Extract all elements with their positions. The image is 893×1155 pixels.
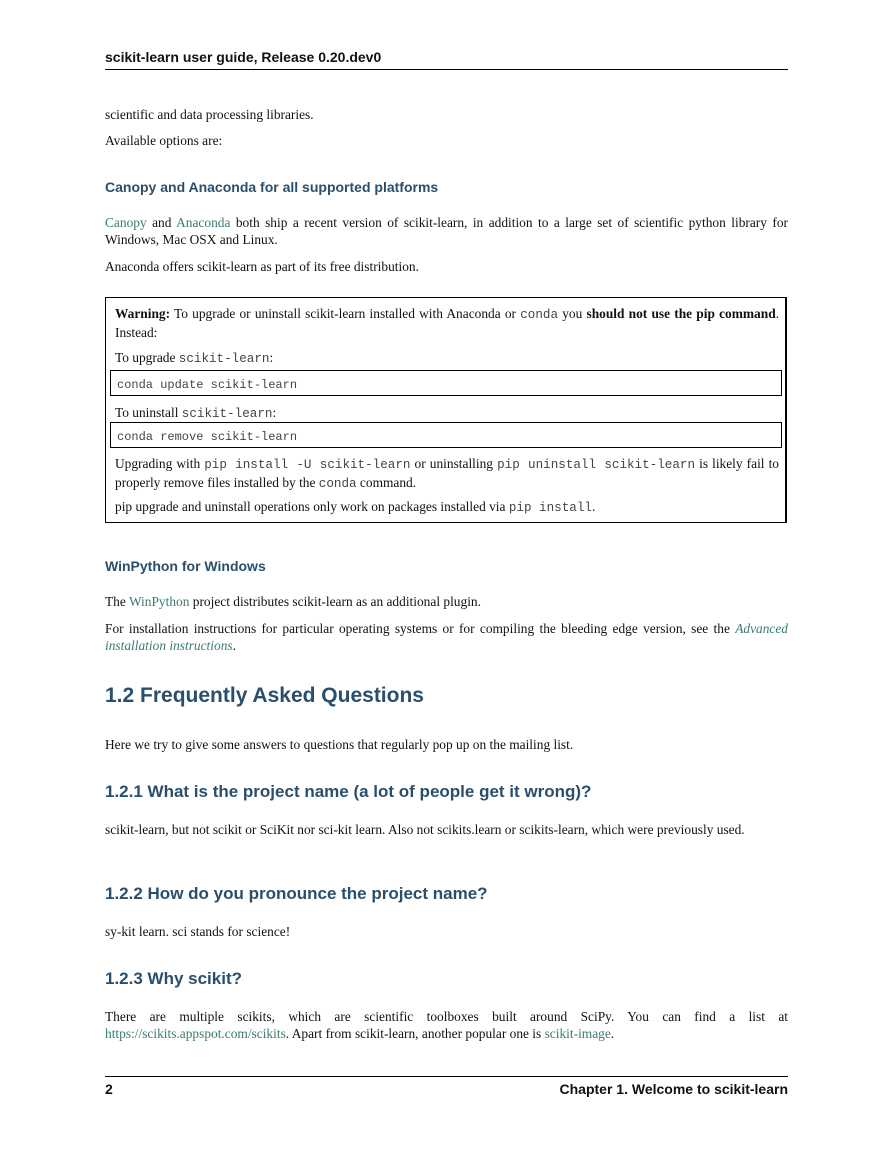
upgrading-text-2: or uninstalling: [410, 456, 498, 471]
winpython-rest: project distributes scikit-learn as an additional plugin.: [189, 594, 481, 609]
scikits-list-link[interactable]: https://scikits.appspot.com/scikits: [105, 1026, 286, 1041]
upgrading-code-3: conda: [318, 477, 357, 491]
warning-text-3: . Instead:: [115, 306, 780, 340]
upgrade-label: [115, 349, 779, 368]
upgrading-code-1: pip install -U scikit-learn: [204, 458, 411, 472]
uninstall-colon: :: [272, 405, 277, 420]
warning-text-1: To upgrade or uninstall scikit-learn installed with Anaconda or: [170, 306, 521, 321]
intro-line-2: Available options are:: [105, 133, 223, 148]
pip-code: pip install: [508, 501, 592, 515]
footer-chapter: Chapter 1. Welcome to scikit-learn: [559, 1081, 788, 1097]
warning-box: [105, 297, 787, 523]
anaconda-link[interactable]: Anaconda: [176, 215, 231, 230]
canopy-link[interactable]: Canopy: [105, 215, 147, 230]
winpython-heading: WinPython for Windows: [105, 558, 266, 574]
uninstall-command: conda remove scikit-learn: [117, 430, 298, 444]
faq-q2-heading: 1.2.2 How do you pronounce the project name?: [105, 884, 488, 903]
faq-q3-answer: [105, 1008, 788, 1042]
upgrading-text-4: command.: [356, 475, 417, 490]
anaconda-paragraph: Anaconda offers scikit-learn as part of its free distribution.: [105, 259, 419, 274]
winpython-link[interactable]: WinPython: [128, 594, 190, 609]
install-period: .: [232, 638, 236, 653]
faq-intro: Here we try to give some answers to questions that regularly pop up on the mailing list.: [105, 737, 574, 752]
upgrade-code-block: [110, 370, 782, 396]
upgrading-text-1: Upgrading with: [115, 456, 205, 471]
uninstall-label-code: scikit-learn: [181, 407, 273, 421]
faq-heading: 1.2 Frequently Asked Questions: [105, 684, 424, 707]
winpython-the: The: [105, 594, 129, 609]
canopy-paragraph: [105, 214, 788, 248]
upgrade-label-text: To upgrade: [115, 350, 179, 365]
and-text: and: [146, 215, 177, 230]
faq-q3-heading: 1.2.3 Why scikit?: [105, 969, 242, 988]
upgrade-colon: :: [269, 350, 274, 365]
uninstall-code-block: [110, 422, 782, 448]
faq-q1-heading: 1.2.1 What is the project name (a lot of people get it wrong)?: [105, 782, 592, 801]
uninstall-label: [115, 404, 779, 423]
uninstall-label-text: To uninstall: [115, 405, 182, 420]
advanced-installation-link[interactable]: Advanced installation instructions: [105, 621, 788, 653]
upgrade-label-code: scikit-learn: [178, 352, 270, 366]
faq-q3-period: .: [610, 1026, 615, 1041]
upgrading-text-3: is likely fail to properly remove files installed by the: [115, 456, 780, 490]
page-number: 2: [105, 1081, 113, 1097]
intro-line-1: scientific and data processing libraries.: [105, 107, 314, 122]
upgrading-code-2: pip uninstall scikit-learn: [497, 458, 696, 472]
header-title: scikit-learn user guide, Release 0.20.dev0: [105, 49, 382, 65]
pip-text: pip upgrade and uninstall operations only work on packages installed via: [115, 499, 509, 514]
install-instructions-text: For installation instructions for particular operating systems or for compiling the bleeding edge version, see the: [105, 621, 736, 636]
faq-q3-text-1: There are multiple scikits, which are scientific toolboxes built around SciPy. You can find a list at: [105, 1009, 788, 1024]
running-header: [105, 49, 788, 70]
warning-label: Warning:: [115, 306, 171, 321]
pip-paragraph: [115, 498, 779, 517]
pip-period: .: [591, 499, 596, 514]
upgrading-paragraph: [115, 455, 779, 493]
warning-bold: should not use the pip command: [586, 306, 776, 321]
faq-q1-answer: scikit-learn, but not scikit or SciKit nor sci-kit learn. Also not scikits.learn or scikits-learn, which were previously used.: [105, 822, 745, 837]
upgrade-command: conda update scikit-learn: [117, 378, 298, 392]
install-instructions-paragraph: [105, 620, 788, 654]
faq-q2-answer: sy-kit learn. sci stands for science!: [105, 924, 291, 939]
canopy-heading: Canopy and Anaconda for all supported platforms: [105, 179, 439, 195]
faq-q3-text-2: . Apart from scikit-learn, another popular one is: [285, 1026, 545, 1041]
running-footer: [105, 1076, 788, 1098]
warning-text-2: you: [558, 306, 587, 321]
canopy-paragraph-rest: both ship a recent version of scikit-learn, in addition to a large set of scientific python library for Windows, Mac OSX and Linux.: [105, 215, 788, 247]
warning-code-conda: conda: [520, 308, 559, 322]
warning-text: [115, 305, 779, 342]
scikit-image-link[interactable]: scikit-image: [544, 1026, 611, 1041]
winpython-paragraph: [105, 593, 788, 610]
